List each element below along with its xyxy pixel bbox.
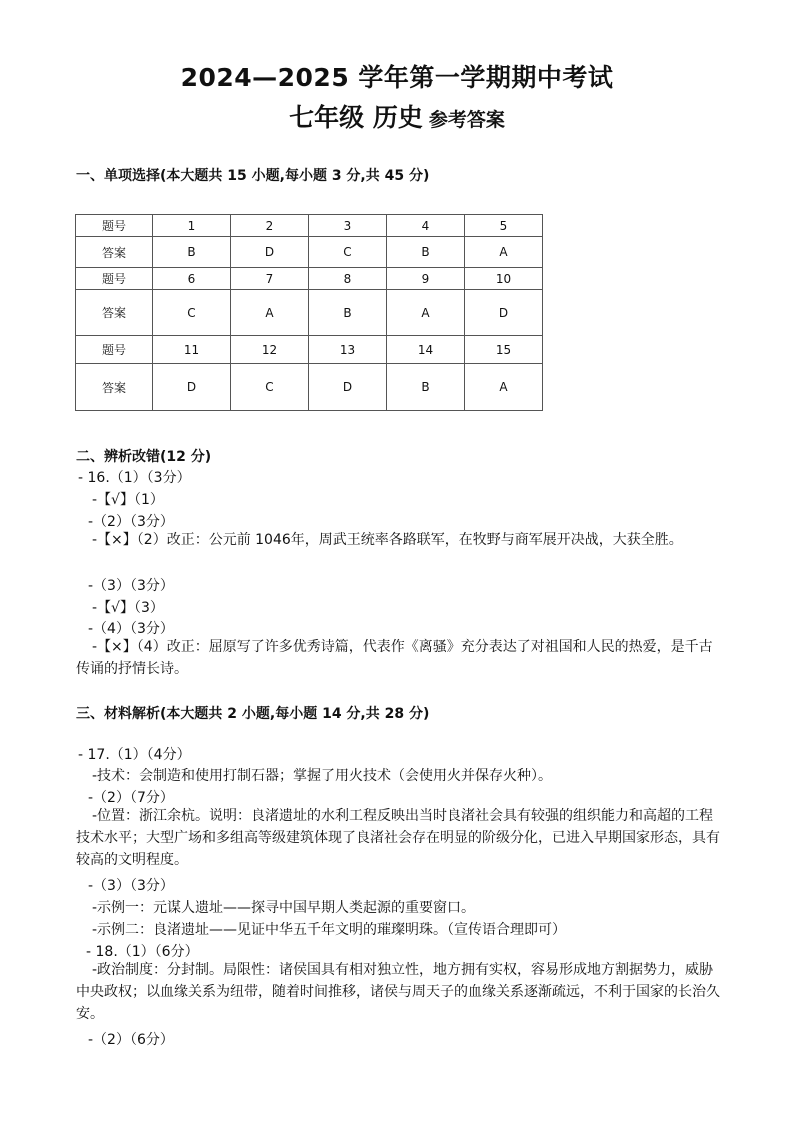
row-label: 题号	[76, 336, 153, 364]
section3-heading: 三、材料解析(本大题共 2 小题,每小题 14 分,共 28 分)	[76, 706, 430, 722]
table-cell: 6	[153, 268, 231, 290]
row-label: 答案	[76, 237, 153, 268]
answer-line: -（3）（3分）	[88, 878, 174, 894]
answer-paragraph: -位置：浙江余杭。说明：良渚遗址的水利工程反映出当时良渚社会具有较强的组织能力和高超的工程技术水平；大型广场和多组高等级建筑体现了良渚社会存在明显的阶级分化，已进入早期国家形态，具有较高的文明程度。	[76, 808, 720, 868]
table-cell: D	[465, 290, 543, 336]
answer-line: -（2）（6分）	[88, 1032, 174, 1048]
table-cell: B	[387, 237, 465, 268]
answer-line: - 17.（1）（4分）	[78, 747, 191, 763]
answer-line: -（3）（3分）	[88, 578, 174, 594]
table-cell: D	[231, 237, 309, 268]
table-row	[76, 237, 543, 268]
row-label: 答案	[76, 290, 153, 336]
answer-table	[75, 214, 543, 411]
answer-line: - 18.（1）（6分）	[86, 944, 199, 960]
row-label: 题号	[76, 215, 153, 237]
answer-line: -（4）（3分）	[88, 621, 174, 637]
row-label: 题号	[76, 268, 153, 290]
answer-line: -技术：会制造和使用打制石器；掌握了用火技术（会使用火并保存火种）。	[92, 768, 553, 784]
table-cell: A	[231, 290, 309, 336]
table-cell: 15	[465, 336, 543, 364]
table-cell: C	[309, 237, 387, 268]
answer-line: -示例一：元谋人遗址——探寻中国早期人类起源的重要窗口。	[92, 900, 476, 916]
table-row	[76, 336, 543, 364]
table-cell: B	[153, 237, 231, 268]
table-cell: 10	[465, 268, 543, 290]
answer-paragraph: -政治制度：分封制。局限性：诸侯国具有相对独立性，地方拥有实权，容易形成地方割据势力，威胁中央政权；以血缘关系为纽带，随着时间推移，诸侯与周天子的血缘关系逐渐疏远，不利于国家的长治久安。	[76, 962, 720, 1022]
table-cell: 13	[309, 336, 387, 364]
table-cell: 7	[231, 268, 309, 290]
subtitle-main: 七年级 历史	[289, 103, 423, 132]
page-title: 2024—2025 学年第一学期期中考试	[180, 63, 614, 92]
table-cell: 9	[387, 268, 465, 290]
table-cell: 3	[309, 215, 387, 237]
table-cell: A	[465, 237, 543, 268]
table-cell: C	[153, 290, 231, 336]
answer-line: -示例二：良渚遗址——见证中华五千年文明的璀璨明珠。（宣传语合理即可）	[92, 922, 567, 938]
row-label: 答案	[76, 364, 153, 411]
table-cell: B	[387, 364, 465, 411]
table-cell: D	[153, 364, 231, 411]
table-cell: 14	[387, 336, 465, 364]
answer-paragraph: -【×】（2）改正：公元前 1046年，周武王统率各路联军，在牧野与商军展开决战，大获全胜。	[92, 532, 683, 548]
page-subtitle	[0, 98, 794, 134]
table-cell: 12	[231, 336, 309, 364]
table-cell: C	[231, 364, 309, 411]
answer-line: -【√】（1）	[92, 492, 164, 508]
table-row	[76, 268, 543, 290]
table-cell: 2	[231, 215, 309, 237]
table-cell: 8	[309, 268, 387, 290]
table-cell: B	[309, 290, 387, 336]
table-cell: 11	[153, 336, 231, 364]
answer-paragraph: -【×】（4）改正：屈原写了许多优秀诗篇，代表作《离骚》充分表达了对祖国和人民的热爱，是千古传诵的抒情长诗。	[76, 639, 713, 677]
answer-line: -（2）（7分）	[88, 790, 174, 806]
table-row	[76, 290, 543, 336]
table-cell: 5	[465, 215, 543, 237]
answer-line: -（2）（3分）	[88, 514, 174, 530]
answer-line: - 16.（1）（3分）	[78, 470, 191, 486]
answer-line: -【√】（3）	[92, 600, 164, 616]
table-row	[76, 364, 543, 411]
table-cell: 1	[153, 215, 231, 237]
table-cell: A	[387, 290, 465, 336]
table-cell: A	[465, 364, 543, 411]
table-row	[76, 215, 543, 237]
table-cell: 4	[387, 215, 465, 237]
table-cell: D	[309, 364, 387, 411]
subtitle-suffix: 参考答案	[428, 109, 505, 131]
section2-heading: 二、辨析改错(12 分)	[76, 449, 212, 465]
section1-heading: 一、单项选择(本大题共 15 小题,每小题 3 分,共 45 分)	[76, 168, 430, 184]
